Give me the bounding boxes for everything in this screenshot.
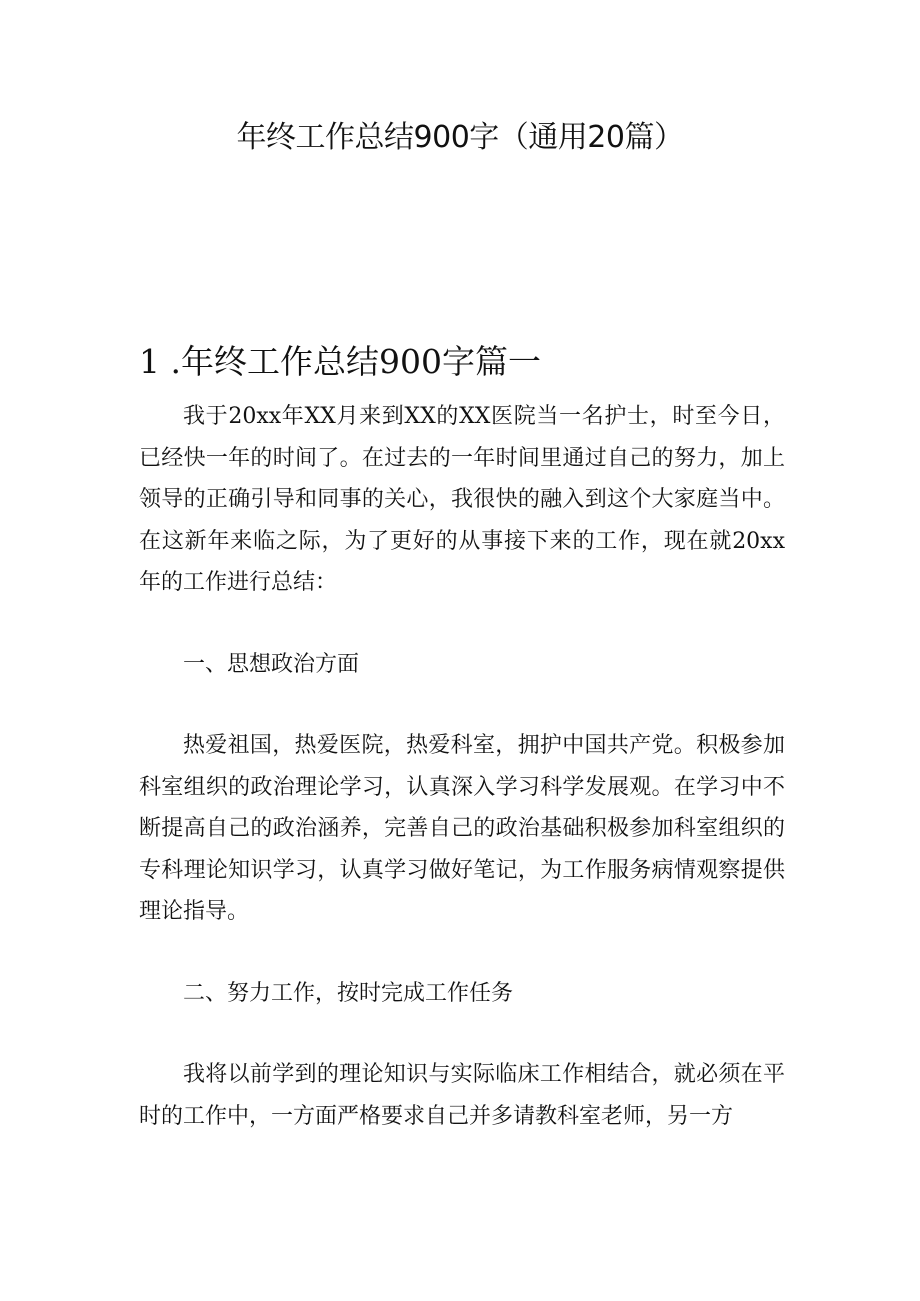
document-title: 年终工作总结900字（通用20篇） (236, 120, 684, 155)
spacer (139, 933, 785, 973)
spacer (139, 604, 785, 644)
subheading-work: 二、努力工作，按时完成工作任务 (183, 980, 514, 1006)
paragraph-political: 热爱祖国，热爱医院，热爱科室，拥护中国共产党。积极参加科室组织的政治理论学习，认真深入学习科学发展观。在学习中不断提高自己的政治涵养，完善自己的政治基础积极参加科室组织的专科理论知识学习，认真学习做好笔记，为工作服务病情观察提供理论指导。 (139, 733, 785, 924)
spacer (139, 1014, 785, 1054)
document-body (139, 342, 785, 1137)
subheading-political: 一、思想政治方面 (183, 651, 360, 677)
section-heading: 1 .年终工作总结900字篇一 (139, 342, 541, 381)
spacer (139, 685, 785, 725)
paragraph-intro: 我于20xx年XX月来到XX的XX医院当一名护士，时至今日，已经快一年的时间了。在过去的一年时间里通过自己的努力，加上领导的正确引导和同事的关心，我很快的融入到这个大家庭当中。在这新年来临之际，为了更好的从事接下来的工作，现在就20xx年的工作进行总结： (139, 404, 785, 595)
paragraph-work: 我将以前学到的理论知识与实际临床工作相结合，就必须在平时的工作中，一方面严格要求自己并多请教科室老师，另一方 (139, 1062, 785, 1129)
